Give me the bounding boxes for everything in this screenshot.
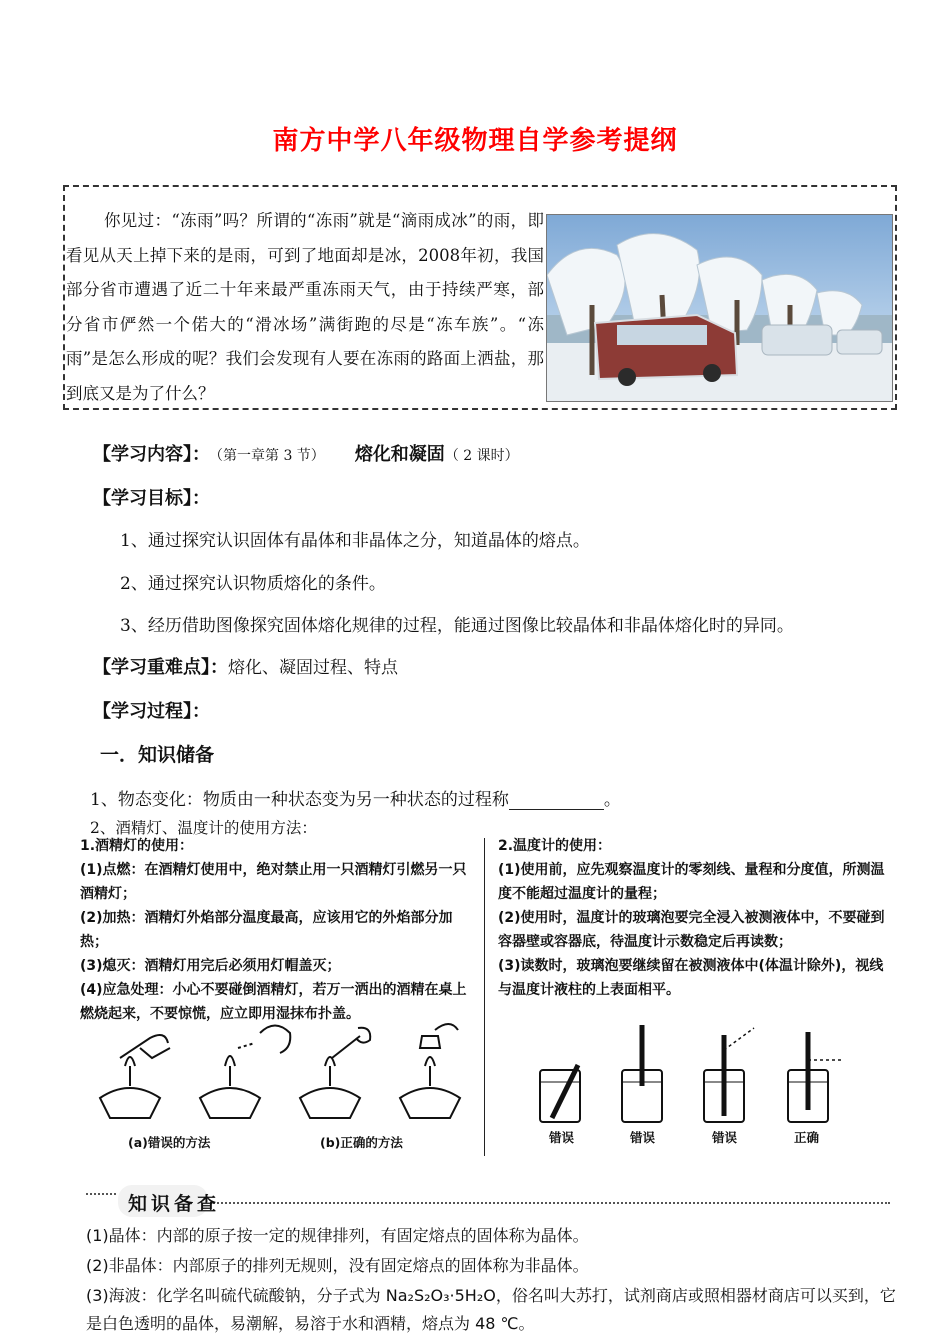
goal-item-1: 1、通过探究认识固体有晶体和非晶体之分，知道晶体的熔点。 xyxy=(120,531,590,551)
panel-divider xyxy=(484,838,485,1156)
study-content-line xyxy=(93,440,519,466)
lamp-rule-1: (1)点燃：在酒精灯使用中，绝对禁止用一只酒精灯引燃另一只酒精灯； xyxy=(80,862,467,902)
lamp-illustration xyxy=(80,1018,475,1128)
chapter-ref: （第一章第 3 节） xyxy=(216,448,325,464)
class-hours: （ 2 课时） xyxy=(444,448,519,464)
section-heading: 一．知识储备 xyxy=(100,744,215,766)
label-wrong-2: 错误 xyxy=(630,1130,656,1145)
caption-right-method: (b)正确的方法 xyxy=(320,1135,403,1150)
study-content-label: 【学习内容】： xyxy=(93,444,210,465)
question-1-text: 1、物态变化：物质由一种状态变为另一种状态的过程称 xyxy=(90,790,509,810)
lamp-usage-panel xyxy=(80,834,472,1026)
lamp-rule-4: (4)应急处理：小心不要碰倒酒精灯，若万一洒出的酒精在桌上燃烧起来，不要惊慌，应立即用湿抹布扑盖。 xyxy=(80,982,467,1022)
thermo-rule-3: (3)读数时，玻璃泡要继续留在被测液体中(体温计除外)，视线与温度计液柱的上表面相平。 xyxy=(498,958,884,998)
reference-rule-left xyxy=(86,1193,116,1195)
process-label: 【学习过程】： xyxy=(93,701,210,722)
reference-item-2: (2)非晶体：内部原子的排列无规则，没有固定熔点的固体称为非晶体。 xyxy=(86,1256,589,1275)
reference-item-1: (1)晶体：内部的原子按一定的规律排列，有固定熔点的固体称为晶体。 xyxy=(86,1226,589,1245)
page-title: 南方中学八年级物理自学参考提纲 xyxy=(272,126,678,156)
reference-heading: 知识备查 xyxy=(128,1193,221,1215)
topic-title: 熔化和凝固 xyxy=(354,444,445,465)
key-points-text: 熔化、凝固过程、特点 xyxy=(228,658,398,678)
label-correct: 正确 xyxy=(794,1130,820,1145)
thermo-heading: 2.温度计的使用： xyxy=(498,838,612,854)
key-points-label: 【学习重难点】： xyxy=(93,657,228,678)
label-wrong-1: 错误 xyxy=(549,1130,575,1145)
reference-item-3: (3)海波：化学名叫硫代硫酸钠，分子式为 Na₂S₂O₃·5H₂O，俗名叫大苏打，试剂商店或照相器材商店可以买到，它是白色透明的晶体，易潮解，易溶于水和酒精，熔点为 48 ℃。 xyxy=(86,1286,896,1333)
freezing-rain-photo xyxy=(546,214,893,402)
thermometer-illustration xyxy=(520,1020,860,1125)
goal-item-2: 2、通过探究认识物质熔化的条件。 xyxy=(120,574,386,594)
goals-label: 【学习目标】： xyxy=(93,488,210,509)
reference-rule-right xyxy=(210,1202,890,1204)
lamp-heading: 1.酒精灯的使用： xyxy=(80,838,194,854)
lamp-rule-3: (3)熄灭：酒精灯用完后必须用灯帽盖灭； xyxy=(80,958,341,974)
thermo-rule-1: (1)使用前，应先观察温度计的零刻线、量程和分度值，所测温度不能超过温度计的量程； xyxy=(498,862,885,902)
key-points-line xyxy=(93,653,398,679)
intro-paragraph: 你见过：“冻雨”吗？所谓的“冻雨”就是“滴雨成冰”的雨，即看见从天上掉下来的是雨，可到了地面却是冰，2008年初，我国部分省市遭遇了近二十年来最严重冻雨天气，由于持续严寒，部分省市俨然一个偌大的“滑冰场”满街跑的尽是“冻车族”。“冻雨”是怎么形成的呢？我们会发现有人要在冻雨的路面上洒盐，那到底又是为了什么？ xyxy=(66,211,544,403)
thermometer-usage-panel xyxy=(498,834,890,1002)
lamp-rule-2: (2)加热：酒精灯外焰部分温度最高，应该用它的外焰部分加热； xyxy=(80,910,453,950)
caption-wrong-method: (a)错误的方法 xyxy=(128,1135,211,1150)
question-1-end: 。 xyxy=(603,790,621,810)
question-1 xyxy=(90,785,621,810)
thermo-rule-2: (2)使用时，温度计的玻璃泡要完全浸入被测液体中，不要碰到容器壁或容器底，待温度计示数稳定后再读数； xyxy=(498,910,885,950)
question-2: 2、酒精灯、温度计的使用方法： xyxy=(90,819,317,837)
answer-blank[interactable] xyxy=(509,791,604,810)
goal-item-3: 3、经历借助图像探究固体熔化规律的过程，能通过图像比较晶体和非晶体熔化时的异同。 xyxy=(120,616,794,636)
label-wrong-3: 错误 xyxy=(712,1130,738,1145)
